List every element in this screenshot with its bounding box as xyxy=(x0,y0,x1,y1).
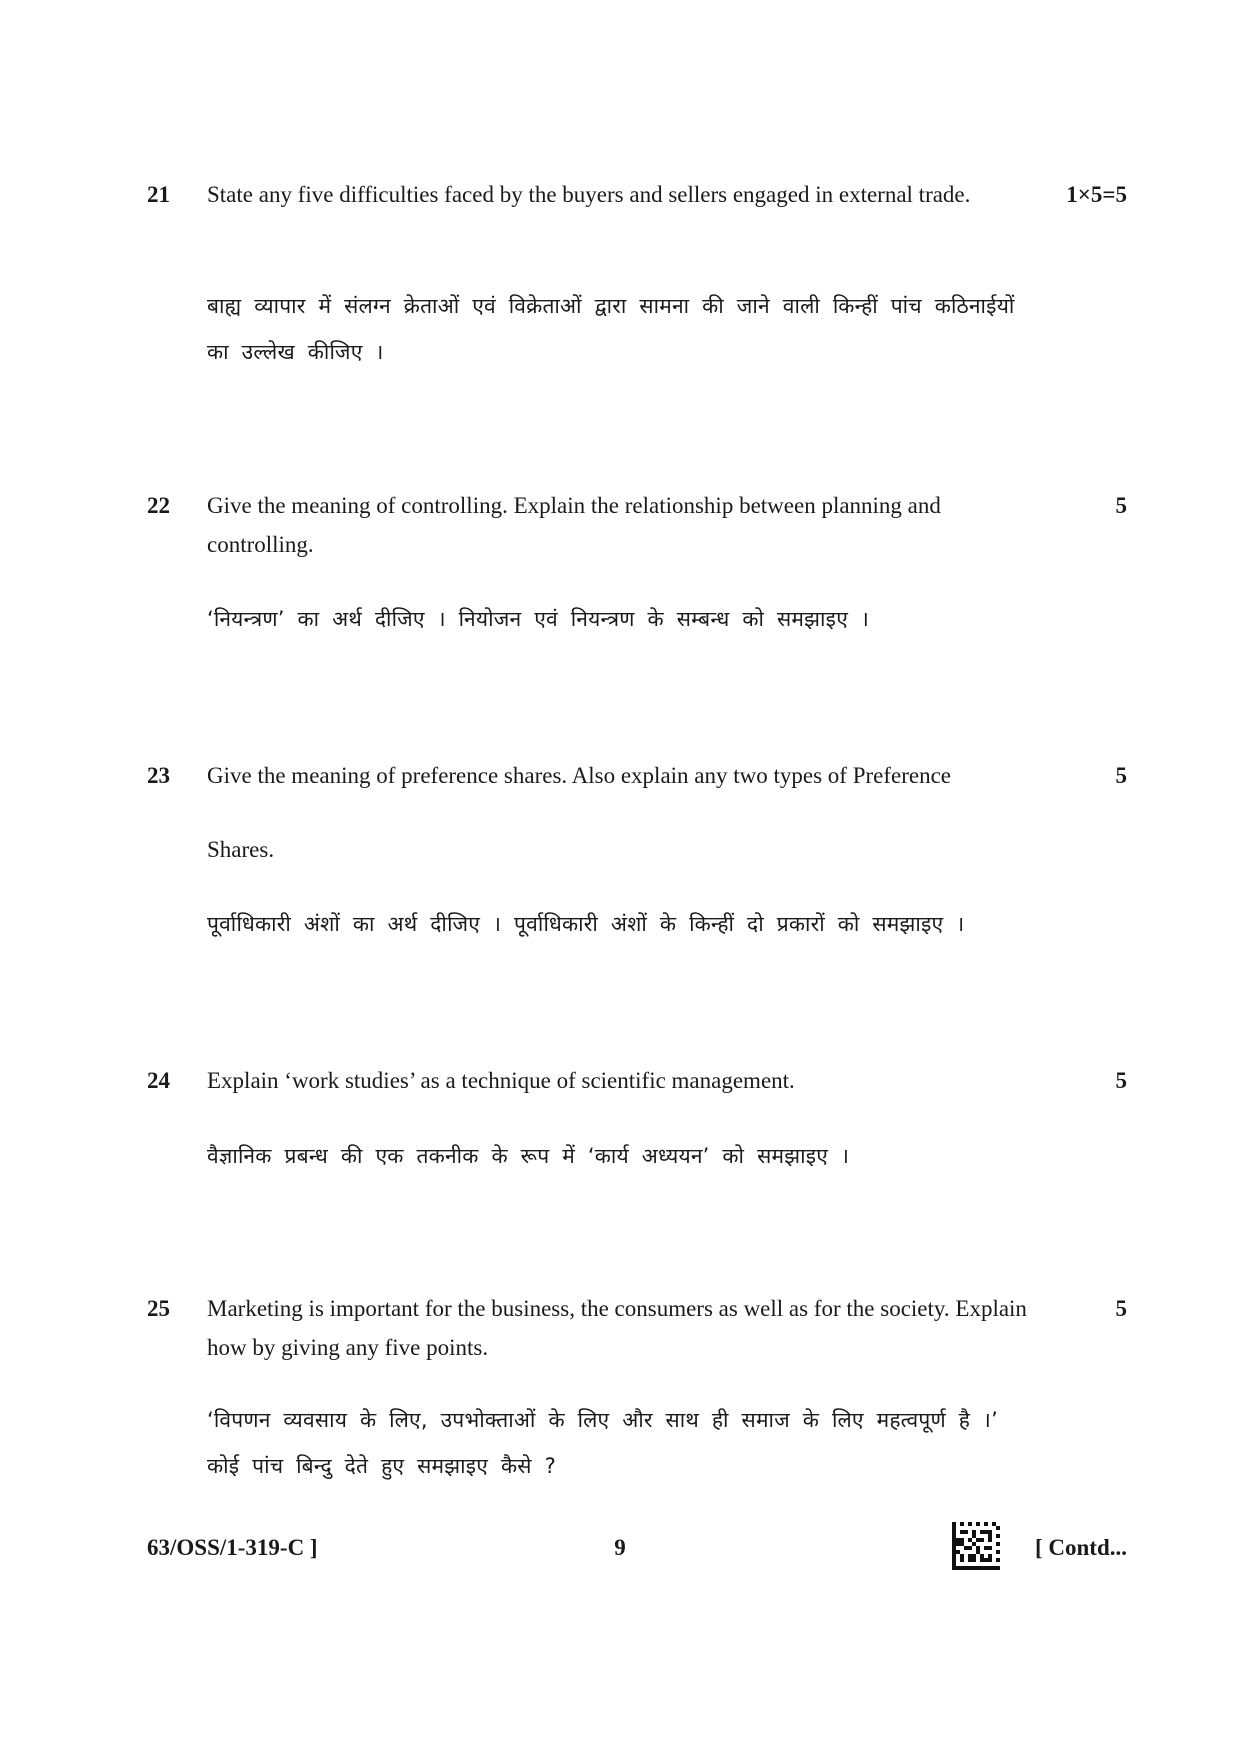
question-marks: 1×5=5 xyxy=(1066,182,1127,207)
question-text-english-line: Shares. xyxy=(207,837,275,862)
page-footer xyxy=(0,1528,1240,1568)
question-text-hindi xyxy=(207,1397,1087,1489)
question-number: 23 xyxy=(147,763,170,788)
question-number: 25 xyxy=(147,1296,170,1321)
question-text-english: Marketing is important for the business, the consumers as well as for the society. Explain how by giving any five points. xyxy=(207,1296,1027,1360)
hindi-line: ‘विपणन व्यवसाय के लिए, उपभोक्ताओं के लिए और साथ ही समाज के लिए महत्वपूर्ण है ।’ xyxy=(207,1408,998,1432)
paper-code: 63/OSS/1-319-C ] xyxy=(147,1535,318,1560)
question-text-hindi xyxy=(207,283,1087,375)
question-text-hindi xyxy=(207,596,1087,642)
question-marks: 5 xyxy=(1115,1296,1127,1321)
question-marks: 5 xyxy=(1115,763,1127,788)
hindi-line: ‘नियन्त्रण’ का अर्थ दीजिए । नियोजन एवं नियन्त्रण के सम्बन्ध को समझाइए । xyxy=(207,607,870,631)
question-marks: 5 xyxy=(1115,493,1127,518)
question-marks: 5 xyxy=(1115,1068,1127,1093)
hindi-line: बाह्य व्यापार में संलग्न क्रेताओं एवं विक्रेताओं द्वारा सामना की जाने वाली किन्हीं पांच कठिनाईयों xyxy=(207,294,1015,318)
hindi-line: कोई पांच बिन्दु देते हुए समझाइए कैसे ? xyxy=(207,1454,556,1478)
page-number: 9 xyxy=(614,1535,626,1560)
hindi-line: पूर्वाधिकारी अंशों का अर्थ दीजिए । पूर्वाधिकारी अंशों के किन्हीं दो प्रकारों को समझाइए । xyxy=(207,912,965,936)
question-number: 21 xyxy=(147,182,170,207)
question-text-english-line: Give the meaning of preference shares. Also explain any two types of Preference xyxy=(207,763,952,788)
question-text-hindi xyxy=(207,1133,1087,1179)
question-number: 24 xyxy=(147,1068,170,1093)
hindi-line: वैज्ञानिक प्रबन्ध की एक तकनीक के रूप में ‘कार्य अध्ययन’ को समझाइए । xyxy=(207,1144,850,1168)
question-text-english: Explain ‘work studies’ as a technique of scientific management. xyxy=(207,1068,795,1093)
question-text-english: Give the meaning of controlling. Explain the relationship between planning and controlling. xyxy=(207,493,941,557)
question-text-english: State any five difficulties faced by the buyers and sellers engaged in external trade. xyxy=(207,182,971,207)
question-number: 22 xyxy=(147,493,170,518)
qr-code-icon xyxy=(952,1522,1000,1570)
hindi-line: का उल्लेख कीजिए । xyxy=(207,340,384,364)
continued-label: [ Contd... xyxy=(1034,1535,1127,1560)
question-text-hindi xyxy=(207,901,1087,947)
